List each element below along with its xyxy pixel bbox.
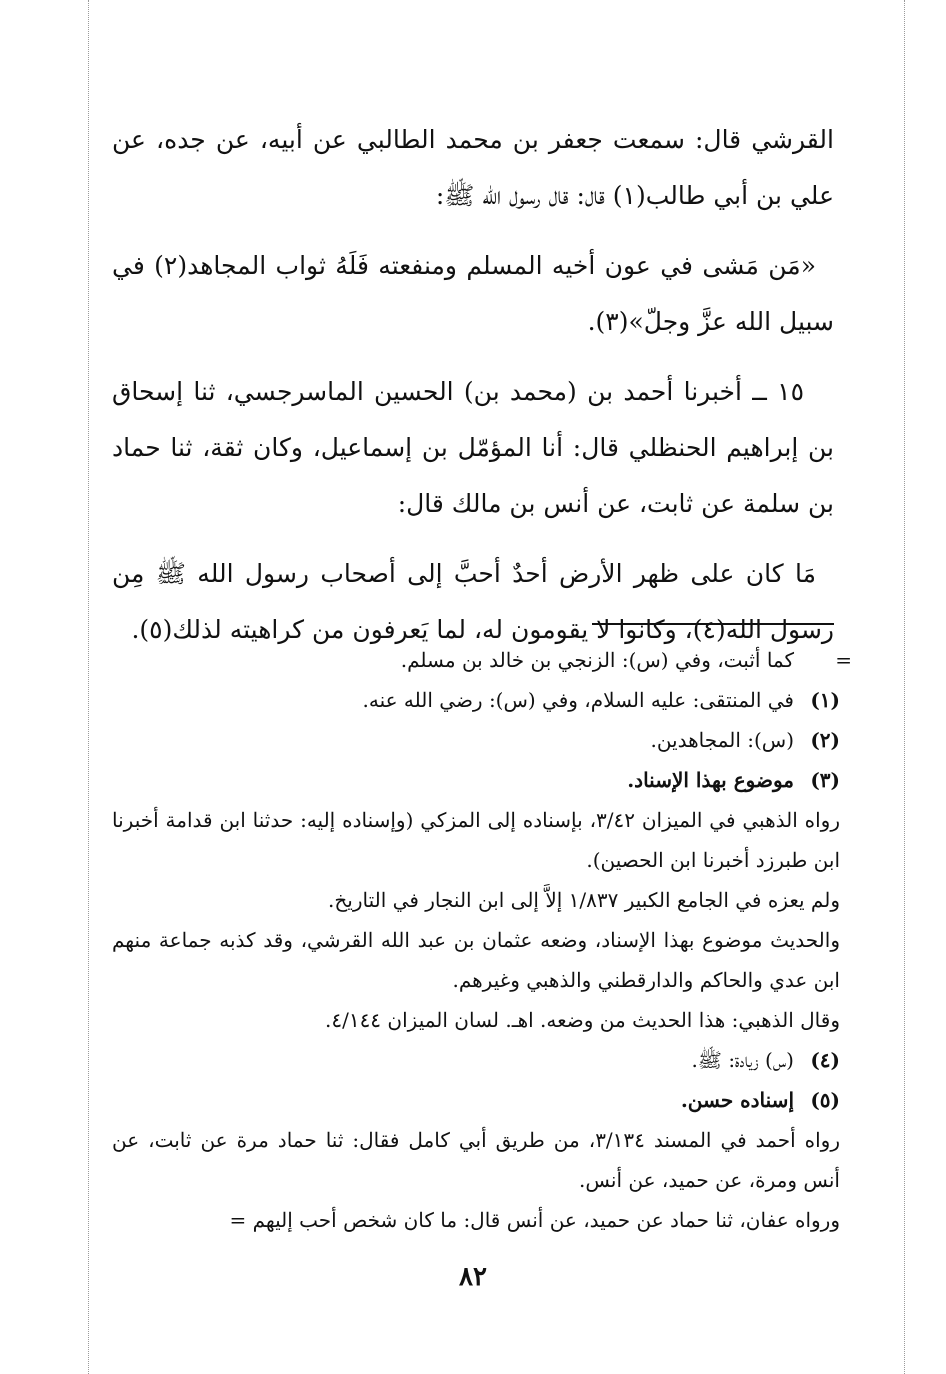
footnote-4: (٤) (س) زيادة: ﷺ. (691, 1048, 840, 1072)
footnote-5-line: رواه أحمد في المسند ٣/١٣٤، من طريق أبي كامل فقال: ثنا حماد مرة عن ثابت، عن أنس ومرة، عن حميد، عن أنس. (112, 1128, 840, 1192)
page-number: ٨٢ (459, 1262, 487, 1292)
footnote-separator (592, 623, 834, 625)
footnote-2: (٢) (س): المجاهدين. (650, 728, 840, 752)
footnote-5: (٥) إسناده حسن. (680, 1088, 840, 1112)
paragraph-hadith-15-text: مَا كان على ظهر الأرض أحدٌ أحبَّ إلى أصحاب رسول الله ﷺ مِن رسول الله(٤)، وكانوا لا يقومون له، لما يَعرفون من كراهيته لذلك(٥). (112, 559, 834, 644)
paragraph-hadith-text: «مَن مَشى في عون أخيه المسلم ومنفعته فَلَهُ ثواب المجاهد(٢) في سبيل الله عزَّ وجلّ»(٣). (112, 251, 834, 336)
footnote-3-line: والحديث موضوع بهذا الإسناد، وضعه عثمان بن عبد الله القرشي، وقد كذبه جماعة منهم ابن عدي والحاكم والدارقطني والذهبي وغيرهم. (112, 928, 840, 992)
footnote-5-line: ورواه عفان، ثنا حماد عن حميد، عن أنس قال: ما كان شخص أحب إليهم = (229, 1208, 840, 1232)
main-text (112, 112, 834, 672)
footnotes (112, 640, 852, 1240)
margin-dotted-line-right (904, 0, 905, 1374)
footnote-3-line: ولم يعزه في الجامع الكبير ١/٨٣٧ إلاَّ إلى ابن النجار في التاريخ. (328, 888, 840, 912)
paragraph-isnad-continued: القرشي قال: سمعت جعفر بن محمد الطالبي عن أبيه، عن جده، عن علي بن أبي طالب(١) قال: قال رسول الله ﷺ: (112, 125, 834, 210)
footnote-3: (٣) موضوع بهذا الإسناد. (627, 768, 840, 792)
paragraph-hadith-15: ١٥ ــ أخبرنا أحمد بن (محمد بن) الحسين الماسرجسي، ثنا إسحاق بن إبراهيم الحنظلي قال: أنا المؤمّل بن إسماعيل، وكان ثقة، ثنا حماد بن سلمة عن ثابت، عن أنس بن مالك قال: (112, 377, 834, 518)
footnote-continuation: = كما أثبت، وفي (س): الزنجي بن خالد بن مسلم. (400, 648, 852, 672)
footnote-1: (١) في المنتقى: عليه السلام، وفي (س): رضي الله عنه. (362, 688, 840, 712)
margin-dotted-line-left (88, 0, 89, 1374)
footnote-3-line: وقال الذهبي: هذا الحديث من وضعه. اهـ. لسان الميزان ٤/١٤٤. (324, 1008, 840, 1032)
footnote-3-line: رواه الذهبي في الميزان ٣/٤٢، بإسناده إلى المزكي (وإسناده إليه: حدثنا ابن قدامة أخبرنا ابن طبرزد أخبرنا ابن الحصين). (112, 808, 840, 872)
